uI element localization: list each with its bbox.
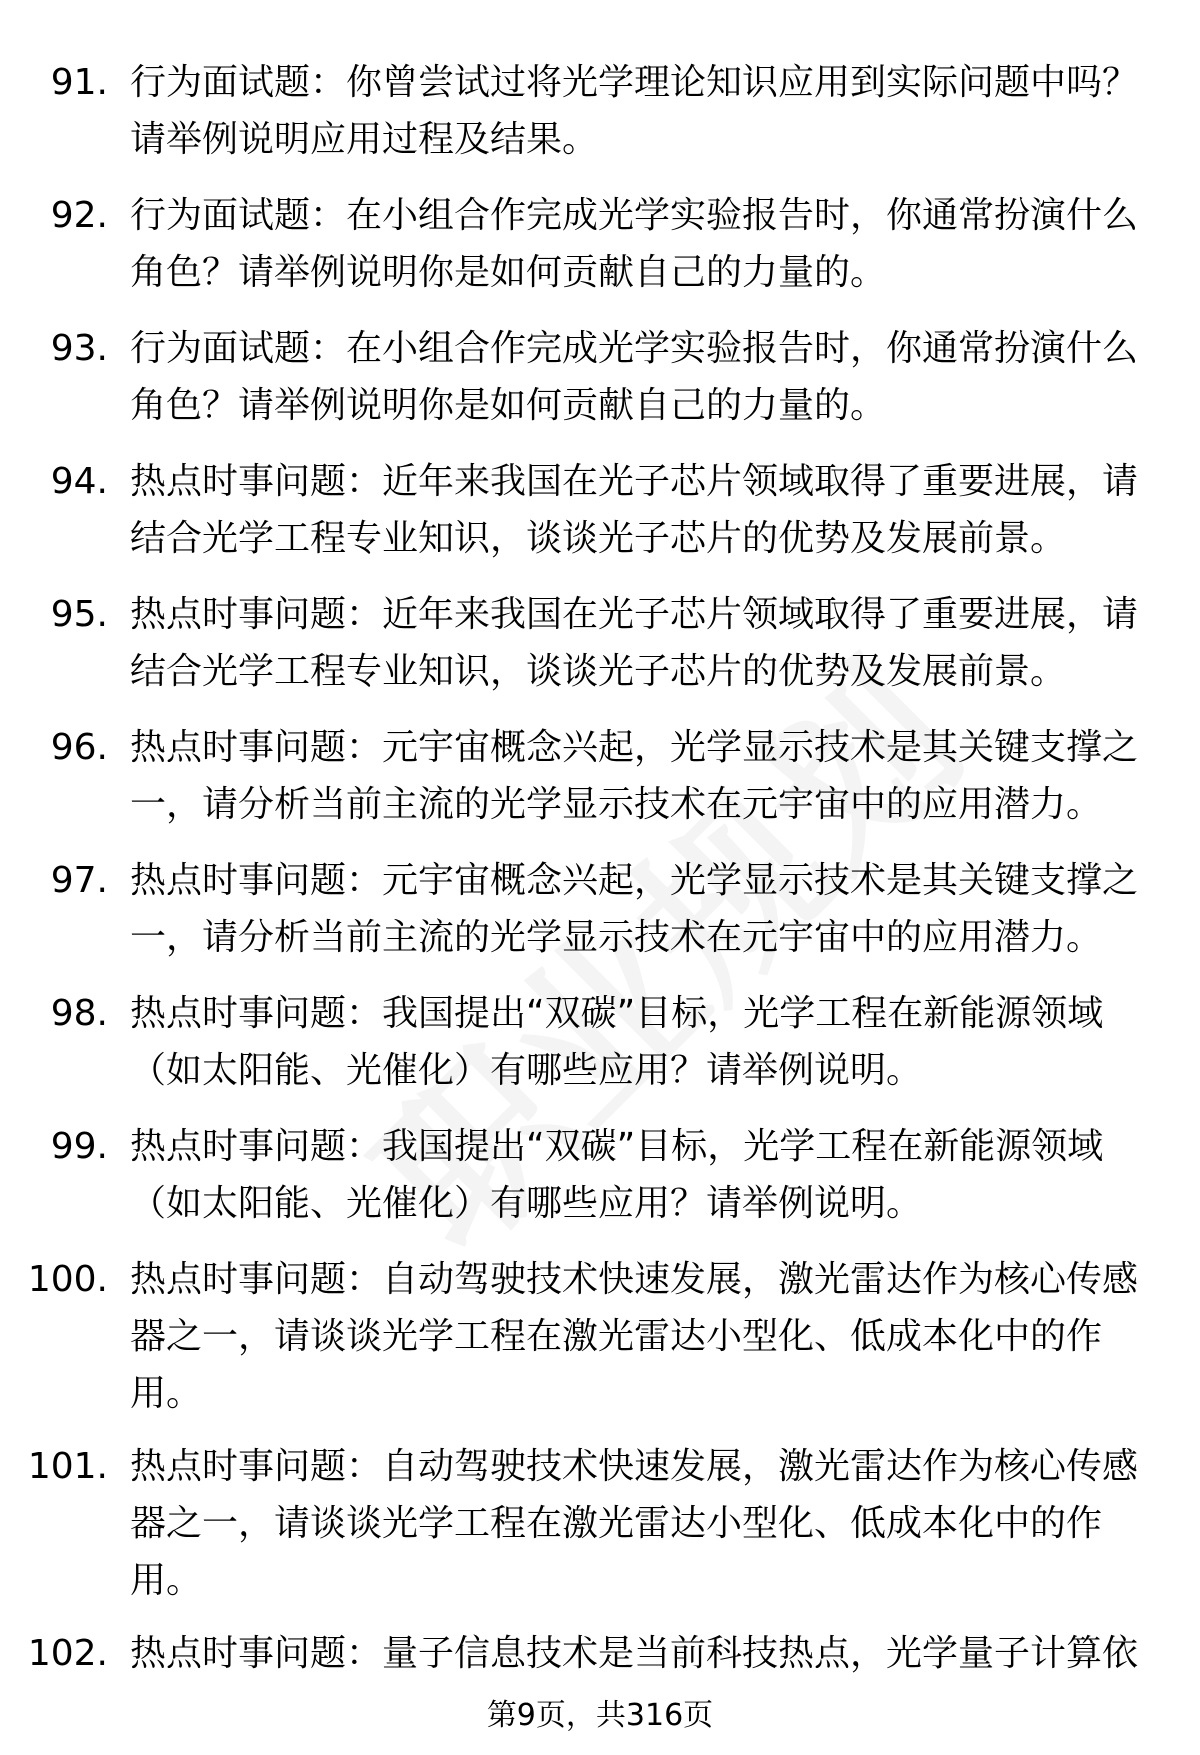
item-text: 热点时事问题：我国提出“双碳”目标，光学工程在新能源领域（如太阳能、光催化）有哪些应用？请举例说明。 [130, 1126, 1104, 1224]
list-item [0, 1438, 1200, 1609]
item-text: 热点时事问题：自动驾驶技术快速发展，激光雷达作为核心传感器之一，请谈谈光学工程在激光雷达小型化、低成本化中的作用。 [130, 1446, 1139, 1601]
item-number: 93. [50, 328, 108, 369]
item-number: 94. [50, 461, 108, 502]
item-text: 行为面试题：你曾尝试过将光学理论知识应用到实际问题中吗？请举例说明应用过程及结果。 [130, 62, 1139, 160]
item-text: 行为面试题：在小组合作完成光学实验报告时，你通常扮演什么角色？请举例说明你是如何贡献自己的力量的。 [130, 328, 1139, 426]
item-number: 100. [27, 1259, 108, 1300]
item-text: 热点时事问题：近年来我国在光子芯片领域取得了重要进展，请结合光学工程专业知识，谈谈光子芯片的优势及发展前景。 [130, 461, 1139, 559]
item-number: 92. [50, 195, 108, 236]
page-footer: 第9页，共316页 [486, 1698, 714, 1733]
item-number: 99. [50, 1126, 108, 1167]
item-number: 97. [50, 860, 108, 901]
item-text: 行为面试题：在小组合作完成光学实验报告时，你通常扮演什么角色？请举例说明你是如何贡献自己的力量的。 [130, 195, 1139, 293]
list-item [0, 586, 1200, 700]
list-item [0, 1118, 1200, 1232]
list-item [0, 719, 1200, 833]
list-item [0, 453, 1200, 567]
item-number: 95. [50, 594, 108, 635]
list-item [0, 1251, 1200, 1422]
item-number: 91. [50, 62, 108, 103]
question-list [0, 54, 1200, 1701]
item-number: 96. [50, 727, 108, 768]
item-text: 热点时事问题：元宇宙概念兴起，光学显示技术是其关键支撑之一，请分析当前主流的光学显示技术在元宇宙中的应用潜力。 [130, 727, 1139, 825]
item-text: 热点时事问题：自动驾驶技术快速发展，激光雷达作为核心传感器之一，请谈谈光学工程在激光雷达小型化、低成本化中的作用。 [130, 1259, 1139, 1414]
list-item [0, 187, 1200, 301]
list-item [0, 320, 1200, 434]
item-number: 98. [50, 993, 108, 1034]
list-item [0, 54, 1200, 168]
item-text: 热点时事问题：我国提出“双碳”目标，光学工程在新能源领域（如太阳能、光催化）有哪些应用？请举例说明。 [130, 993, 1104, 1091]
list-item [0, 1625, 1200, 1682]
list-item [0, 852, 1200, 966]
list-item [0, 985, 1200, 1099]
item-text: 热点时事问题：量子信息技术是当前科技热点，光学量子计算依 [130, 1633, 1139, 1674]
item-text: 热点时事问题：元宇宙概念兴起，光学显示技术是其关键支撑之一，请分析当前主流的光学显示技术在元宇宙中的应用潜力。 [130, 860, 1139, 958]
item-number: 102. [27, 1633, 108, 1674]
item-text: 热点时事问题：近年来我国在光子芯片领域取得了重要进展，请结合光学工程专业知识，谈谈光子芯片的优势及发展前景。 [130, 594, 1139, 692]
item-number: 101. [27, 1446, 108, 1487]
